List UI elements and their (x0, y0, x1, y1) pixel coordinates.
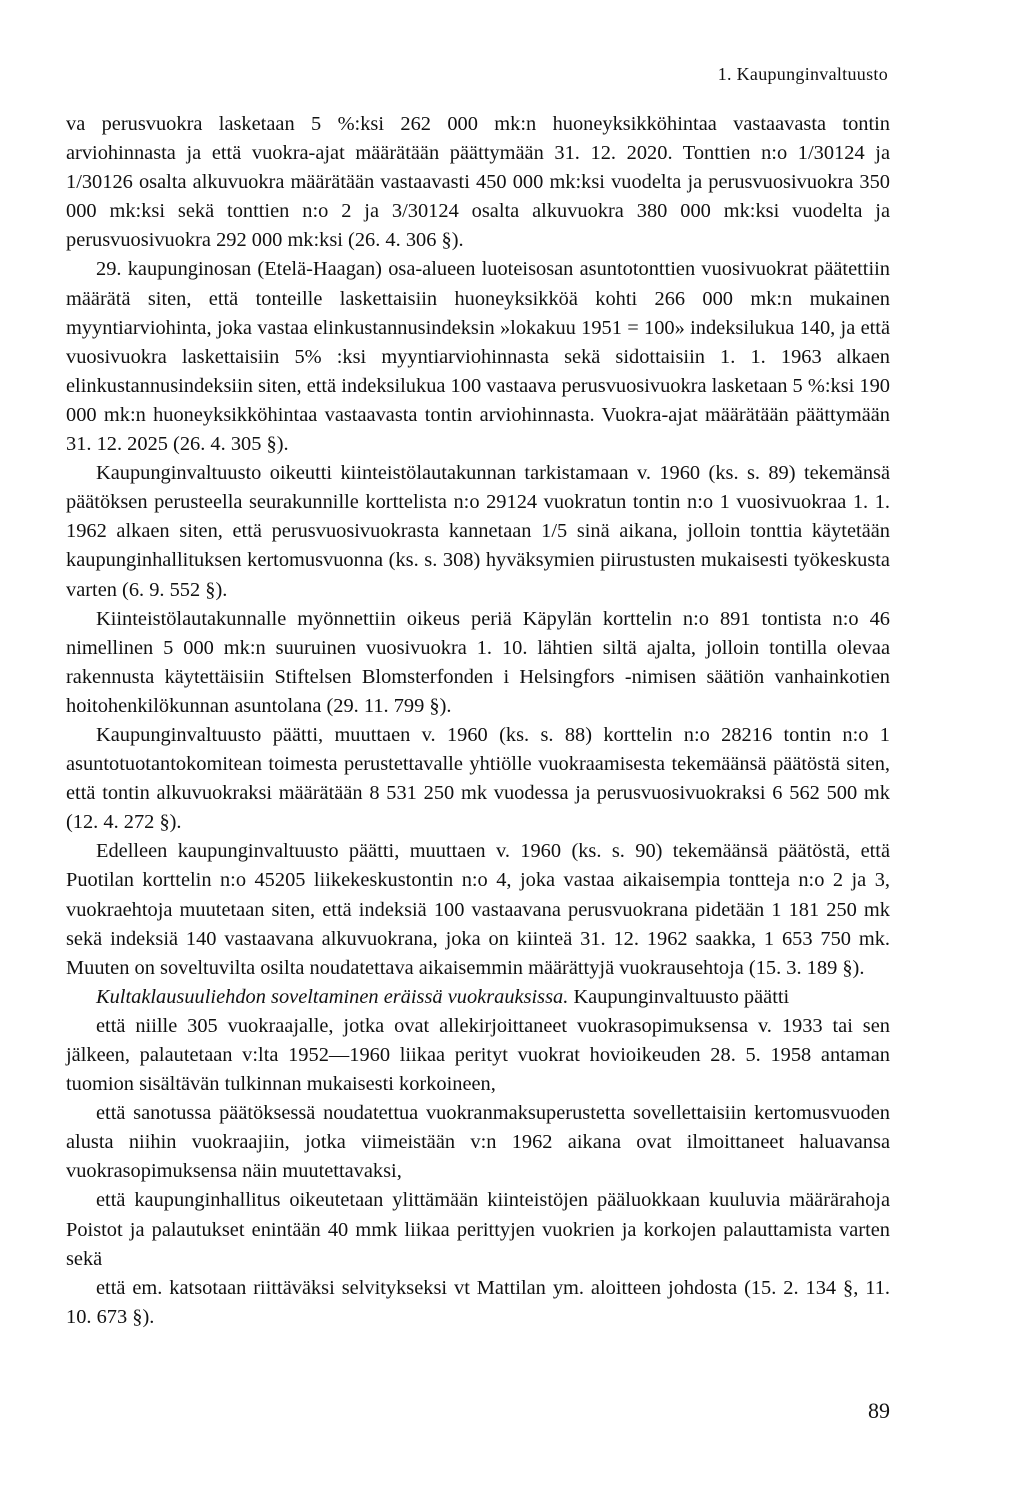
paragraph: Kaupunginvaltuusto päätti, muuttaen v. 1960 (ks. s. 88) korttelin n:o 28216 tontin n:o 1 asuntotuotantokomitean toimesta perustettavalle yhtiölle vuokraamisesta tekemäänsä päätöstä siten, että tontin alkuvuokraksi määrätään 8 531 250 mk vuodessa ja perusvuosivuokraksi 6 562 500 mk (12. 4. 272 §). (66, 723, 890, 834)
section-intro (66, 983, 890, 1012)
body-text (66, 110, 890, 1332)
clause: että em. katsotaan riittäväksi selvitykseksi vt Mattilan ym. aloitteen johdosta (15. 2. 134 §, 11. 10. 673 §). (66, 1276, 890, 1328)
section-heading: Kultaklausuuliehdon soveltaminen eräissä vuokrauksissa. (96, 985, 569, 1008)
clause: että sanotussa päätöksessä noudatettua vuokranmaksuperustetta sovellettaisiin kertomusvuoden alusta niihin vuokraajiin, jotka viimeistään v:n 1962 aikana ovat ilmoittaneet haluavansa vuokrasopimuksensa näin muutettavaksi, (66, 1102, 890, 1183)
paragraph: 29. kaupunginosan (Etelä-Haagan) osa-alueen luoteisosan asuntotonttien vuosivuokrat päätettiin määrätä siten, että tonteille laskettaisiin huoneyksikköä kohti 266 000 mk:n mukainen myyntiarviohinta, joka vastaa elinkustannusindeksin »lokakuu 1951 = 100» indeksilukua 140, ja että vuosivuokra laskettaisiin 5% :ksi myyntiarviohinnasta sekä sidottaisiin 1. 1. 1963 alkaen elinkustannusindeksiin siten, että indeksilukua 100 vastaava perusvuosivuokra lasketaan 5 %:ksi 190 000 mk:n huoneyksikköhintaa vastaavasta tontin arviohinnasta. Vuokra-ajat määrätään päättymään 31. 12. 2025 (26. 4. 305 §). (66, 258, 890, 456)
clause: että kaupunginhallitus oikeutetaan ylittämään kiinteistöjen pääluokkaan kuuluvia määrärahoja Poistot ja palautukset enintään 40 mmk liikaa perittyjen vuokrien ja korkojen palauttamista varten sekä (66, 1189, 890, 1270)
section-lead: Kaupunginvaltuusto päätti (568, 985, 790, 1008)
running-head: 1. Kaupunginvaltuusto (717, 64, 888, 84)
paragraph: Edelleen kaupunginvaltuusto päätti, muuttaen v. 1960 (ks. s. 90) tekemäänsä päätöstä, että Puotilan korttelin n:o 45205 liikekeskustontin n:o 4, joka vastaa aikaisempia tontteja n:o 2 ja 3, vuokraehtoja muutetaan siten, että indeksiä 100 vastaavana perusvuokrana pidetään 1 181 250 mk sekä indeksiä 140 vastaavana alkuvuokrana, joka on kiinteä 31. 12. 1962 saakka, 1 653 750 mk. Muuten on soveltuvilta osilta noudatettava aikaisemmin määrättyjä vuokrausehtoja (15. 3. 189 §). (66, 840, 890, 979)
clause: että niille 305 vuokraajalle, jotka ovat allekirjoittaneet vuokrasopimuksensa v. 1933 tai sen jälkeen, palautetaan v:lta 1952—1960 liikaa perityt vuokrat hovioikeuden 28. 5. 1958 antaman tuomion sisältävän tulkinnan mukaisesti korkoineen, (66, 1014, 890, 1096)
page-number: 89 (868, 1398, 890, 1423)
paragraph: Kaupunginvaltuusto oikeutti kiinteistölautakunnan tarkistamaan v. 1960 (ks. s. 89) tekemänsä päätöksen perusteella seurakunnille korttelista n:o 29124 vuokratun tontin n:o 1 vuosivuokraa 1. 1. 1962 alkaen siten, että perusvuosivuokrasta kannetaan 1/5 sinä aikana, jolloin tonttia käytetään kaupunginhallituksen kertomusvuonna (ks. s. 308) hyväksymien piirustusten mukaisesti työkeskusta varten (6. 9. 552 §). (66, 462, 890, 601)
paragraph: va perusvuokra lasketaan 5 %:ksi 262 000 mk:n huoneyksikköhintaa vastaavasta tontin arviohinnasta ja että vuokra-ajat määrätään päättymään 31. 12. 2020. Tonttien n:o 1/30124 ja 1/30126 osalta alkuvuokra määrätään vastaavasti 450 000 mk:ksi vuodelta ja perusvuosivuokra 350 000 mk:ksi sekä tonttien n:o 2 ja 3/30124 osalta alkuvuokra 380 000 mk:ksi vuodelta ja perusvuosivuokra 292 000 mk:ksi (26. 4. 306 §). (66, 113, 890, 252)
paragraph: Kiinteistölautakunnalle myönnettiin oikeus periä Käpylän korttelin n:o 891 tontista n:o 46 nimellinen 5 000 mk:n suuruinen vuosivuokra 1. 10. lähtien siltä ajalta, jolloin tontilla olevaa rakennusta käytettäisiin Stiftelsen Blomsterfonden i Helsingfors -nimisen säätiön vanhainkotien hoitohenkilökunnan asuntolana (29. 11. 799 §). (66, 607, 890, 717)
